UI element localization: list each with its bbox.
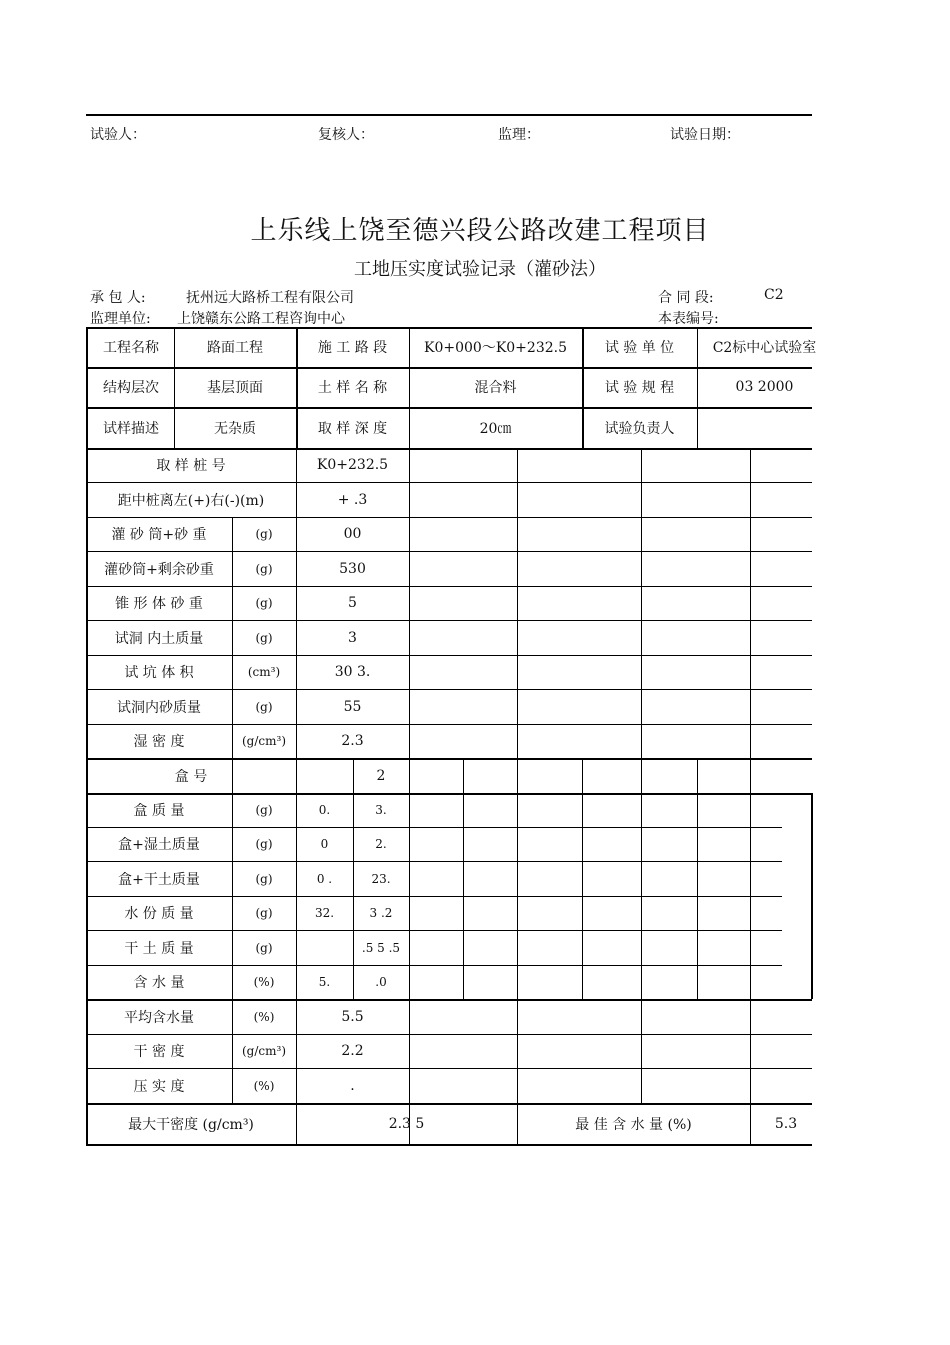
row-value: 5. xyxy=(318,975,331,989)
row-value: .0 xyxy=(375,975,387,989)
row-label: 灌 砂 筒+砂 重 xyxy=(111,527,207,543)
header-value: C2标中心试验室 xyxy=(712,340,817,356)
header-label: 试样描述 xyxy=(103,420,159,437)
optimum-moisture-label: 最 佳 含 水 量 (%) xyxy=(575,1116,692,1133)
row-unit: (%) xyxy=(253,1009,275,1024)
grid-line xyxy=(86,1144,812,1146)
grid-line xyxy=(463,758,464,999)
supervision-label: 监理单位: xyxy=(90,311,151,327)
row-unit: (g/cm³) xyxy=(242,1044,286,1058)
page-subtitle: 工地压实度试验记录（灌砂法） xyxy=(354,259,606,280)
header-value: 混合料 xyxy=(474,380,517,396)
header-label: 工程名称 xyxy=(103,340,159,356)
row-value: 2.3 xyxy=(341,733,364,749)
page-title: 上乐线上饶至德兴段公路改建工程项目 xyxy=(250,216,710,246)
header-label: 试 验 单 位 xyxy=(604,340,675,356)
contractor-label: 承 包 人: xyxy=(90,290,146,306)
grid-line xyxy=(582,758,583,999)
row-unit: (%) xyxy=(253,1078,275,1093)
max-dry-density-label: 最大干密度 (g/cm³) xyxy=(128,1116,254,1133)
row-value: 3 .2 xyxy=(369,906,393,920)
header-value: K0+000～K0+232.5 xyxy=(424,340,567,356)
row-unit: (%) xyxy=(253,975,275,989)
tester-label: 试验人： xyxy=(90,127,146,143)
row-value: 0 . xyxy=(316,871,333,886)
row-label: 试洞内砂质量 xyxy=(117,699,201,716)
row-label: 试洞 内土质量 xyxy=(114,630,204,647)
row-value: 5.5 xyxy=(341,1008,364,1025)
row-unit: (g) xyxy=(255,527,273,541)
row-label: 试 坑 体 积 xyxy=(124,665,194,681)
grid-line xyxy=(517,758,518,999)
row-label: 含 水 量 xyxy=(133,975,185,991)
row-value: . xyxy=(350,1077,355,1094)
row-label: 水 份 质 量 xyxy=(124,906,194,922)
row-unit: (g) xyxy=(255,871,273,886)
header-label: 试验负责人 xyxy=(604,420,675,437)
row-value: 00 xyxy=(343,526,362,542)
row-label: 平均含水量 xyxy=(124,1009,194,1026)
grid-line xyxy=(641,999,642,1103)
grid-line xyxy=(641,758,642,999)
row-value: 0 xyxy=(320,837,329,851)
max-dry-density-value: 2.3 5 xyxy=(388,1115,425,1132)
row-unit: (g) xyxy=(255,906,273,920)
grid-line xyxy=(811,793,813,999)
row-value: 5 xyxy=(348,595,357,611)
row-label: 盒+干土质量 xyxy=(118,871,200,888)
box-label: 盒 号 xyxy=(174,768,208,785)
form-number-label: 本表编号: xyxy=(658,311,719,327)
row-label: 压 实 度 xyxy=(133,1078,185,1095)
contract-label: 合 同 段: xyxy=(658,290,714,306)
row-value: 55 xyxy=(343,698,362,715)
header-label: 施 工 路 段 xyxy=(317,340,388,356)
top-rule xyxy=(86,114,812,116)
row-value: 32. xyxy=(314,906,335,920)
row-unit: (cm³) xyxy=(247,665,281,679)
header-value: 20㎝ xyxy=(479,420,512,437)
grid-line xyxy=(641,448,642,758)
contract-value: C2 xyxy=(764,287,784,303)
row-value: 3. xyxy=(375,803,387,817)
row-value: 23. xyxy=(371,871,391,886)
header-value: 无杂质 xyxy=(214,420,256,437)
row-value: .5 5 .5 xyxy=(361,940,401,955)
header-label: 结构层次 xyxy=(103,380,159,396)
row-value: 2.2 xyxy=(341,1043,364,1059)
row-label: 盒+湿土质量 xyxy=(118,837,200,853)
reviewer-label: 复核人： xyxy=(318,127,374,143)
row-value: 3 xyxy=(348,629,357,646)
header-value: 基层顶面 xyxy=(207,380,263,396)
supervisor-label: 监理： xyxy=(498,127,540,143)
contractor-value: 抚州远大路桥工程有限公司 xyxy=(186,290,354,306)
header-label: 土 样 名 称 xyxy=(317,380,388,396)
optimum-moisture-value: 5.3 xyxy=(774,1115,798,1132)
row-unit: (g/cm³) xyxy=(242,734,286,748)
station-label: 取 样 桩 号 xyxy=(156,458,226,474)
header-label: 试 验 规 程 xyxy=(604,380,675,396)
station-value: K0+232.5 xyxy=(316,457,389,473)
row-value xyxy=(296,930,353,965)
header-value xyxy=(697,407,832,448)
row-unit: (g) xyxy=(255,699,273,714)
header-value: 路面工程 xyxy=(207,340,263,356)
header-value: 03 2000 xyxy=(735,379,794,395)
offset-label: 距中桩离左(+)右(-)(m) xyxy=(117,492,265,509)
grid-line xyxy=(517,448,518,758)
row-unit: (g) xyxy=(255,940,273,955)
row-unit: (g) xyxy=(255,561,273,576)
grid-line xyxy=(750,758,751,999)
row-label: 干 密 度 xyxy=(133,1044,185,1060)
offset-value: + .3 xyxy=(337,491,368,508)
row-value: 0. xyxy=(318,803,331,817)
row-unit: (g) xyxy=(255,596,273,610)
supervision-value: 上饶赣东公路工程咨询中心 xyxy=(177,311,345,327)
row-label: 湿 密 度 xyxy=(133,734,185,750)
row-value: 30 3. xyxy=(334,664,371,680)
grid-line xyxy=(409,758,410,999)
row-value: 530 xyxy=(339,560,366,577)
box-number: 2 xyxy=(376,767,386,784)
row-value: 2. xyxy=(375,837,387,851)
test-date-label: 试验日期： xyxy=(670,127,740,143)
row-label: 锥 形 体 砂 重 xyxy=(115,596,203,612)
row-label: 干 土 质 量 xyxy=(124,940,194,957)
grid-line xyxy=(697,758,698,999)
row-unit: (g) xyxy=(255,630,273,645)
row-unit: (g) xyxy=(255,803,273,817)
row-unit: (g) xyxy=(255,837,273,851)
grid-line xyxy=(750,448,751,758)
row-label: 盒 质 量 xyxy=(133,803,185,819)
row-label: 灌砂筒+剩余砂重 xyxy=(104,561,214,578)
header-label: 取 样 深 度 xyxy=(317,420,388,437)
